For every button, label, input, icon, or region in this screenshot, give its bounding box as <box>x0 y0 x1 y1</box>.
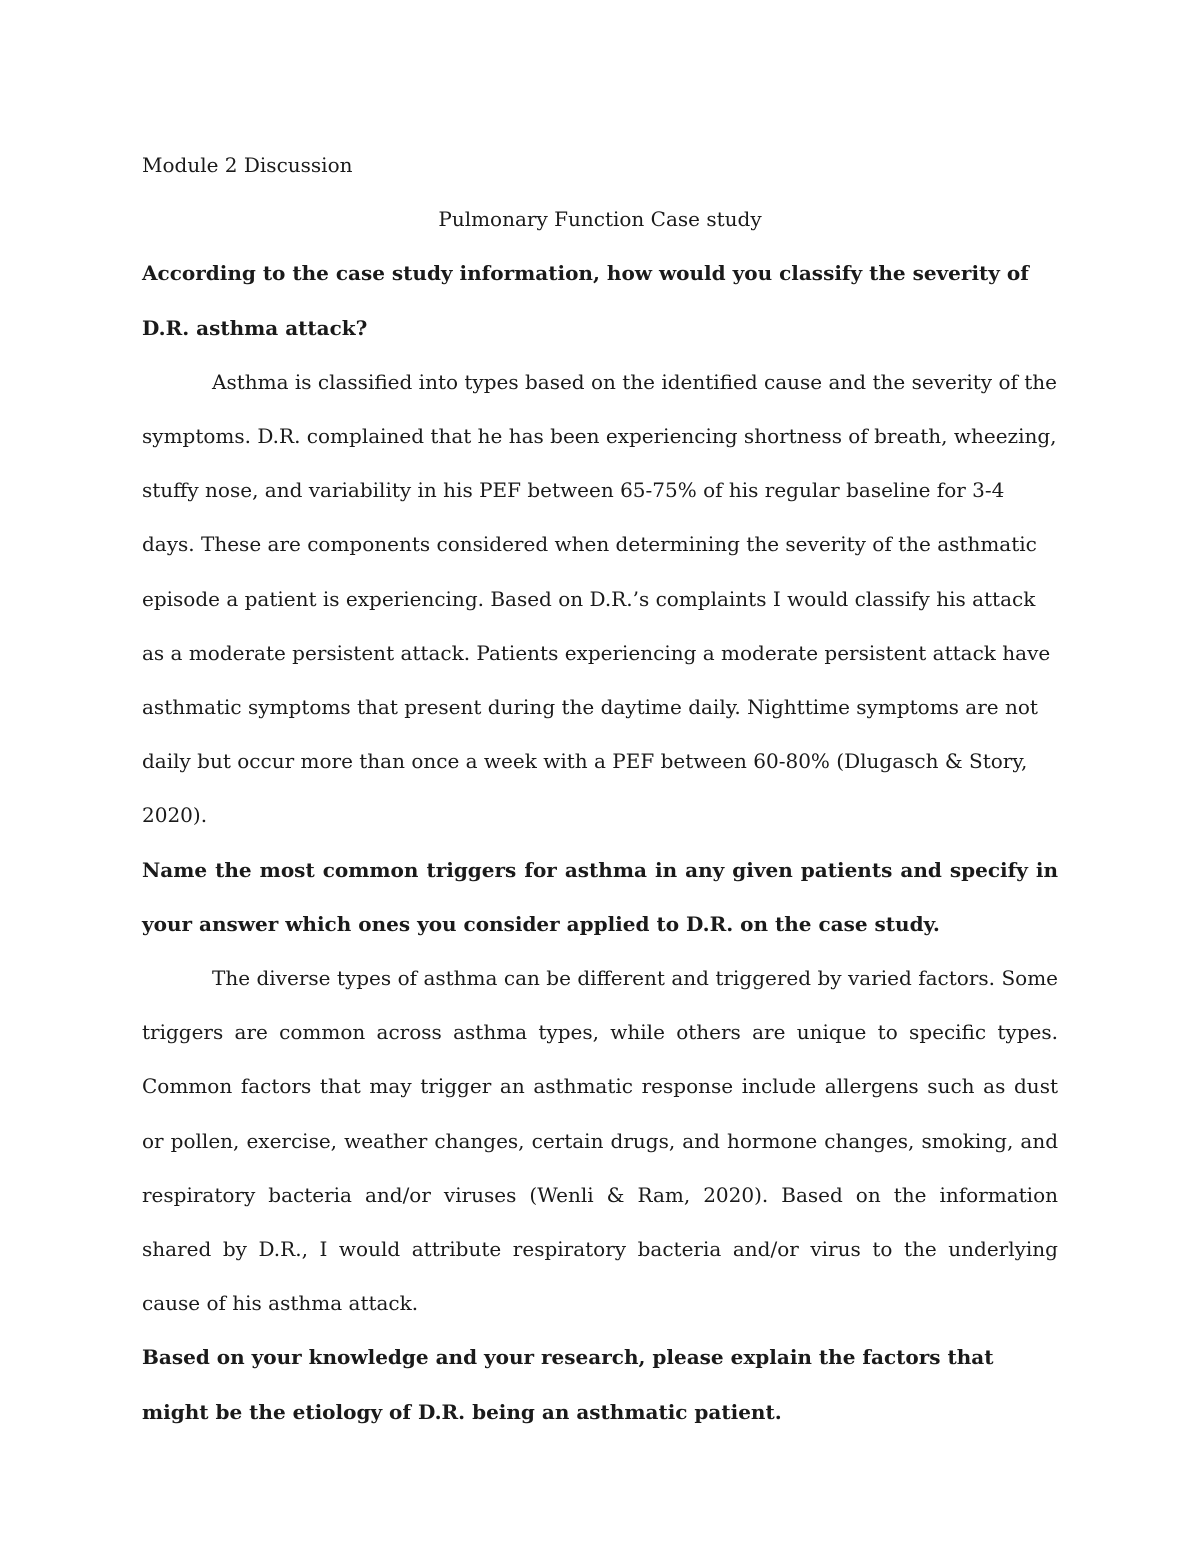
document-body <box>142 138 1058 1439</box>
question-2: Name the most common triggers for asthma in any given patients and specify in your answer which ones you consider applied to D.R. on the case study. <box>142 857 1058 936</box>
answer-2: The diverse types of asthma can be different and triggered by varied factors. Some triggers are common across asthma types, while others are unique to specific types. Common factors that may trigger an asthmatic response include allergens such as dust or pollen, exercise, weather changes, certain drugs, and hormone changes, smoking, and respiratory bacteria and/or viruses (Wenli & Ram, 2020). Based on the information shared by D.R., I would attribute respiratory bacteria and/or virus to the underlying cause of his asthma attack. <box>142 966 1058 1316</box>
question-1: According to the case study information, how would you classify the severity of D.R. asthma attack? <box>142 261 1029 340</box>
question-3: Based on your knowledge and your research, please explain the factors that might be the etiology of D.R. being an asthmatic patient. <box>142 1345 994 1424</box>
document-header: Module 2 Discussion <box>142 153 353 177</box>
answer-1: Asthma is classified into types based on the identified cause and the severity of the symptoms. D.R. complained that he has been experiencing shortness of breath, wheezing, stuffy nose, and variability in his PEF between 65-75% of his regular baseline for 3-4 days. These are components considered when determining the severity of the asthmatic episode a patient is experiencing. Based on D.R.’s complaints I would classify his attack as a moderate persistent attack. Patients experiencing a moderate persistent attack have asthmatic symptoms that present during the daytime daily. Nighttime symptoms are not daily but occur more than once a week with a PEF between 60-80% (Dlugasch & Story, 2020). <box>142 369 1058 828</box>
document-title: Pulmonary Function Case study <box>438 207 762 232</box>
